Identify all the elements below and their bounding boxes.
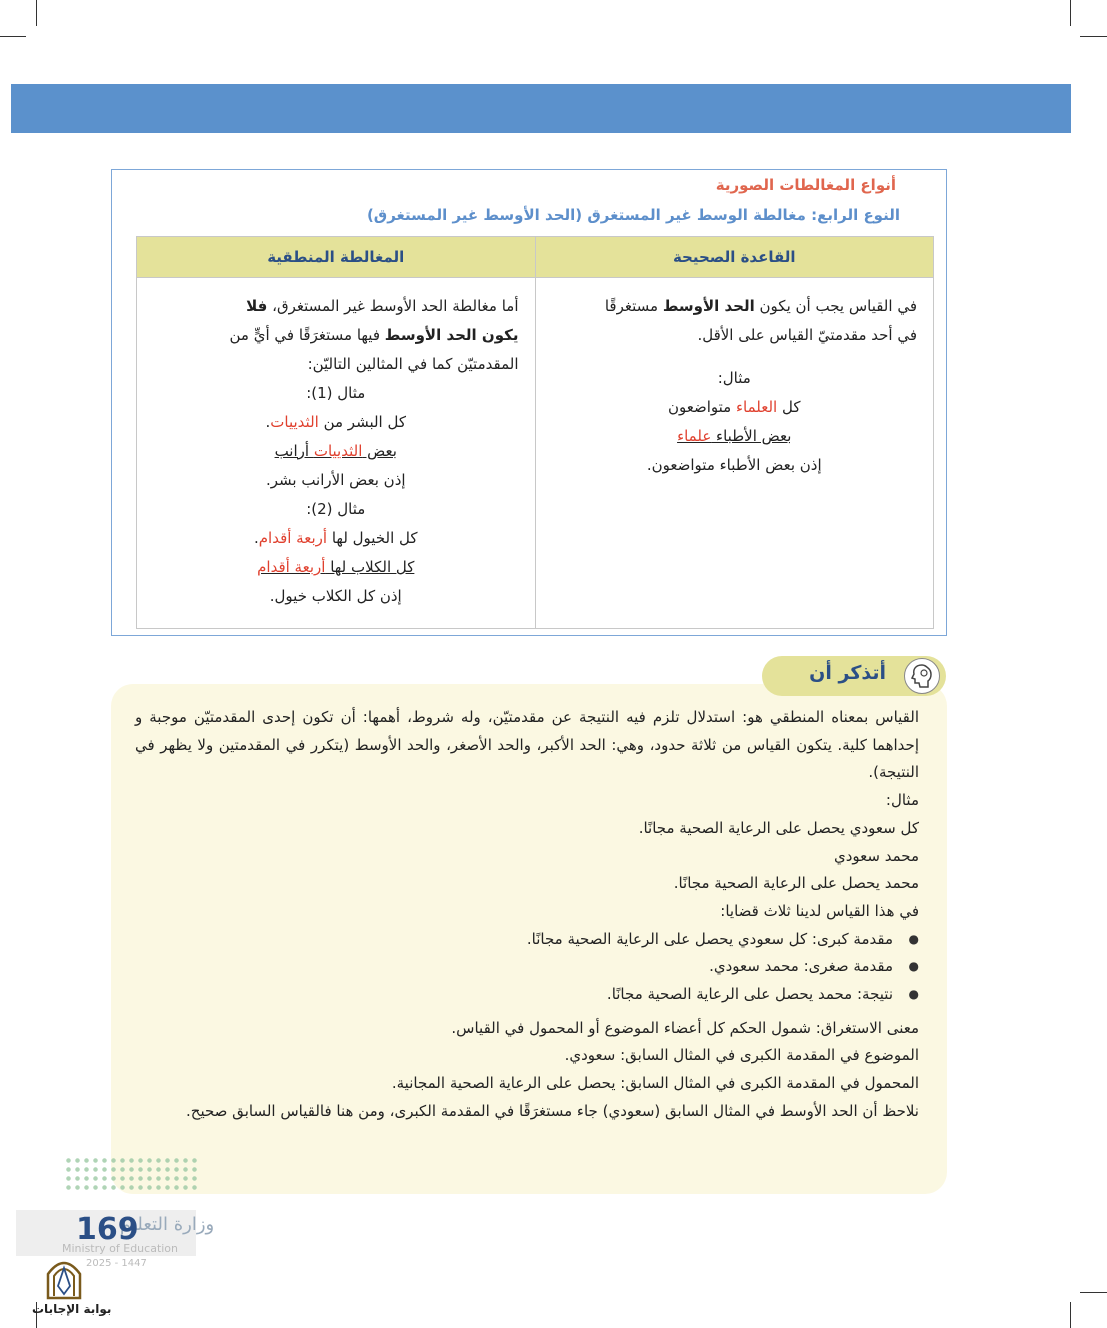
answers-portal-label: بوابة الإجابات bbox=[32, 1302, 112, 1316]
fallacy-cell bbox=[137, 278, 536, 629]
remember-tab bbox=[762, 656, 946, 696]
note-paragraph-1: القياس بمعناه المنطقي هو: استدلال تلزم فيه النتيجة عن مقدمتيّن، وله شروط، أهمها: أن تكون إحدى المقدمتيّن موجبة و إحداهما كلية. يتكون القياس من ثلاثة حدود، وهي: الحد الأكبر، والحد الأصغر، والحد الأوسط (يتكرر في المقدمتين ولا يظهر في النتيجة). bbox=[135, 708, 919, 782]
crop-mark bbox=[1080, 36, 1107, 37]
comparison-table bbox=[136, 236, 934, 629]
thinking-head-icon bbox=[904, 658, 940, 694]
note-bullet-2: ● مقدمة صغرى: محمد سعودي. bbox=[135, 953, 919, 981]
rule-line-1: في القياس يجب أن يكون الحد الأوسط مستغرقًا bbox=[604, 297, 917, 315]
note-example-3: محمد يحصل على الرعاية الصحية مجانًا. bbox=[673, 874, 919, 893]
example-1-line-1: كل البشر من الثدييات. bbox=[265, 413, 406, 431]
fallacy-box bbox=[111, 169, 947, 636]
crop-mark bbox=[1070, 1302, 1071, 1328]
example-line-1: كل العلماء متواضعون bbox=[667, 398, 801, 416]
crop-mark bbox=[0, 36, 26, 37]
note-subject: الموضوع في المقدمة الكبرى في المثال السابق: سعودي. bbox=[564, 1046, 919, 1065]
note-conclusion: نلاحظ أن الحد الأوسط في المثال السابق (سعودي) جاء مستغرَقًا في المقدمة الكبرى، ومن هنا فالقياس السابق صحيح. bbox=[186, 1101, 919, 1120]
example-2-line-3: إذن كل الكلاب خيول. bbox=[269, 587, 402, 605]
note-bullet-1: ● مقدمة كبرى: كل سعودي يحصل على الرعاية الصحية مجانًا. bbox=[135, 926, 919, 954]
example-1-line-2: بعض الثدييات أرانب bbox=[274, 442, 397, 460]
correct-rule-cell bbox=[535, 278, 934, 629]
col-header-fallacy: المغالطة المنطقية bbox=[137, 237, 536, 278]
answers-portal-logo-icon bbox=[44, 1256, 84, 1300]
note-predicate: المحمول في المقدمة الكبرى في المثال السابق: يحصل على الرعاية الصحية المجانية. bbox=[391, 1074, 919, 1093]
example-2-line-2: كل الكلاب لها أربعة أقدام bbox=[257, 558, 415, 576]
example-1-label: مثال (1): bbox=[306, 384, 366, 402]
section-title: أنواع المغالطات الصورية bbox=[715, 176, 896, 194]
page-number: 169 bbox=[76, 1212, 139, 1247]
ministry-logo-dots bbox=[64, 1156, 198, 1194]
example-2-label: مثال (2): bbox=[306, 500, 366, 518]
rule-line-2: في أحد مقدمتيّ القياس على الأقل. bbox=[697, 326, 917, 344]
note-in-this: في هذا القياس لدينا ثلاث قضايا: bbox=[720, 901, 919, 920]
crop-mark bbox=[1080, 1292, 1107, 1293]
note-example-label: مثال: bbox=[885, 791, 919, 810]
remember-note bbox=[111, 684, 947, 1194]
note-example-2: محمد سعودي bbox=[833, 846, 919, 865]
example-2-line-1: كل الخيول لها أربعة أقدام. bbox=[253, 529, 418, 547]
remember-tab-label: أتذكر أن bbox=[809, 662, 886, 684]
example-line-2: بعض الأطباء علماء bbox=[677, 427, 792, 445]
note-bullet-3: ● نتيجة: محمد يحصل على الرعاية الصحية مجانًا. bbox=[135, 981, 919, 1009]
edition-year: 2025 - 1447 bbox=[86, 1258, 147, 1269]
fallacy-line-3: المقدمتيّن كما في المثالين التاليّن: bbox=[307, 355, 519, 373]
fallacy-line-2: يكون الحد الأوسط فيها مستغرَقًا في أيٍّ من bbox=[229, 326, 519, 344]
ministry-name-ar: وزارة التعليم bbox=[120, 1214, 215, 1235]
col-header-correct-rule: القاعدة الصحيحة bbox=[535, 237, 934, 278]
fallacy-line-1: أما مغالطة الحد الأوسط غير المستغرق، فلا bbox=[246, 297, 519, 315]
example-1-line-3: إذن بعض الأرانب بشر. bbox=[265, 471, 406, 489]
ministry-name-en: Ministry of Education bbox=[62, 1242, 179, 1255]
note-meaning: معنى الاستغراق: شمول الحكم كل أعضاء الموضوع أو المحمول في القياس. bbox=[451, 1018, 919, 1037]
remember-note-text bbox=[135, 704, 919, 1126]
crop-mark bbox=[36, 0, 37, 26]
crop-mark bbox=[1070, 0, 1071, 26]
section-subtitle: النوع الرابع: مغالطة الوسط غير المستغرق (الحد الأوسط غير المستغرق) bbox=[366, 206, 900, 224]
example-line-3: إذن بعض الأطباء متواضعون. bbox=[646, 456, 822, 474]
header-band bbox=[11, 84, 1071, 133]
note-example-1: كل سعودي يحصل على الرعاية الصحية مجانًا. bbox=[638, 818, 919, 837]
example-label: مثال: bbox=[717, 369, 751, 387]
